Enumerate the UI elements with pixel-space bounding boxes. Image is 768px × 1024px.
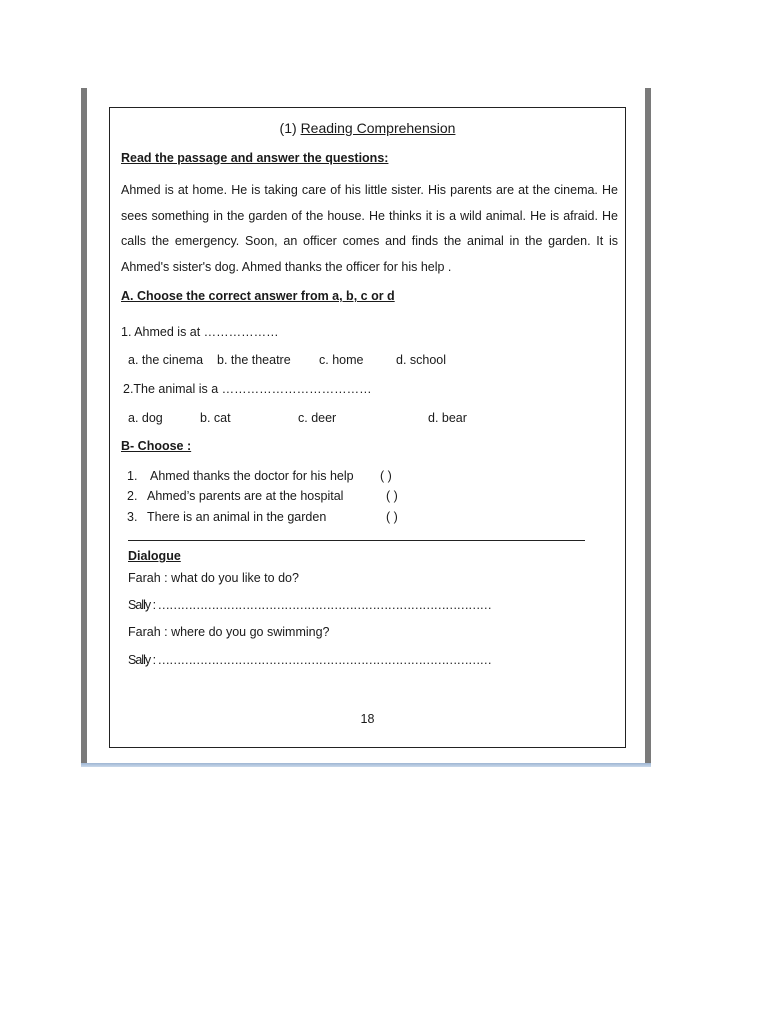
section-divider-line	[128, 540, 585, 541]
part-b-item-1-text: Ahmed thanks the doctor for his help	[150, 469, 354, 483]
dialogue-line-3: Farah : where do you go swimming?	[128, 625, 330, 639]
section-number: (1)	[279, 120, 297, 136]
part-b-item-3-number: 3.	[127, 510, 138, 524]
dialogue-line-2: Sally : ……………………………………………………………………………	[128, 598, 492, 612]
question-2-option-a: a. dog	[128, 411, 163, 425]
question-2-option-d: d. bear	[428, 411, 467, 425]
dialogue-line-1: Farah : what do you like to do?	[128, 571, 299, 585]
section-title-label: Reading Comprehension	[300, 120, 456, 136]
dialogue-heading: Dialogue	[128, 549, 181, 563]
question-1-option-d: d. school	[396, 353, 447, 367]
section-title	[110, 120, 625, 136]
question-1-option-c: c. home	[319, 353, 364, 367]
part-b-item-1-number: 1.	[127, 469, 138, 483]
part-b-item-2-number: 2.	[127, 489, 138, 503]
part-a-heading: A. Choose the correct answer from a, b, c or d	[121, 289, 395, 303]
question-2-stem: 2.The animal is a ………………………………	[123, 382, 372, 396]
dialogue-line-4: Sally : ……………………………………………………………………………	[128, 653, 492, 667]
question-1-stem: 1. Ahmed is at ………………	[121, 325, 279, 339]
part-b-item-3-text: There is an animal in the garden	[147, 510, 327, 524]
page-number: 18	[360, 712, 375, 726]
question-2-option-c: c. deer	[298, 411, 337, 425]
question-2-option-b: b. cat	[200, 411, 231, 425]
instruction-heading: Read the passage and answer the questions:	[121, 151, 389, 165]
part-b-item-2-text: Ahmed’s parents are at the hospital	[147, 489, 344, 503]
reading-passage: Ahmed is at home. He is taking care of his little sister. His parents are at the cinema. He sees something in the garden of the house. He thinks it is a wild animal. He is afraid. He calls the emergency. Soon, an officer comes and finds the animal in the garden. It is Ahmed's sister's dog. Ahmed thanks the officer for his help .	[121, 183, 618, 274]
worksheet-page	[109, 107, 626, 748]
part-b-heading: B- Choose :	[121, 439, 192, 453]
part-b-item-3-answer-brackets: ( )	[386, 510, 398, 524]
viewer-bottom-edge	[81, 763, 651, 767]
question-1-option-b: b. the theatre	[217, 353, 291, 367]
part-b-item-1-answer-brackets: ( )	[380, 469, 392, 483]
question-1-option-a: a. the cinema	[128, 353, 204, 367]
part-b-item-2-answer-brackets: ( )	[386, 489, 398, 503]
